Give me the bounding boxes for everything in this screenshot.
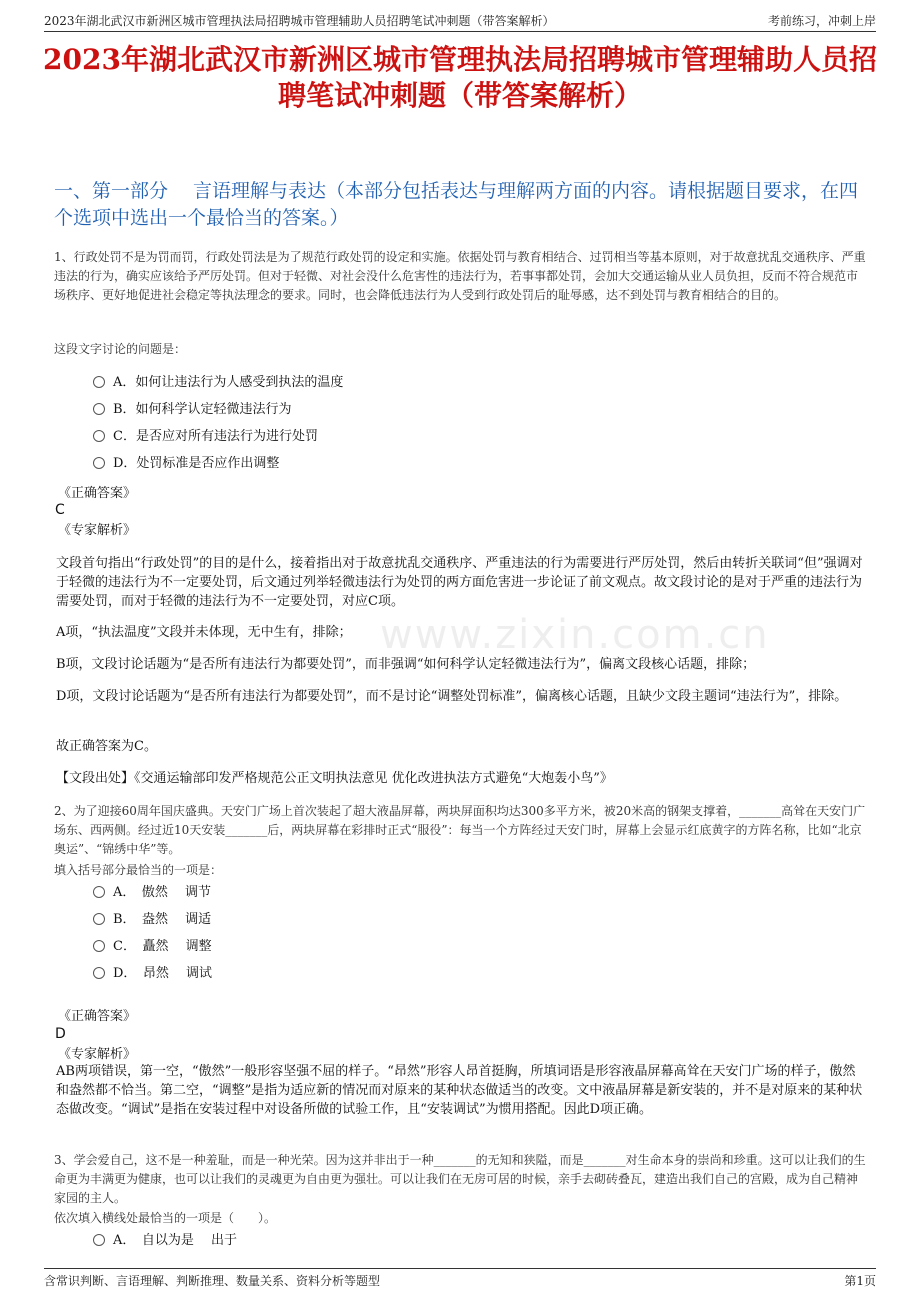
question-3-prompt: 依次填入横线处最恰当的一项是（ ）。	[54, 1211, 277, 1225]
section-heading: 一、第一部分 言语理解与表达（本部分包括表达与理解两方面的内容。请根据题目要求，在四个选项中选出一个最恰当的答案。）	[54, 180, 859, 229]
q2-analysis-paragraph: AB两项错误，第一空，“傲然”一般形容坚强不屈的样子。“昂然”形容人昂首挺胸，所填词语是形容液晶屏幕高耸在天安门广场的样子，傲然和盎然都不恰当。第二空，“调整”是指为适应新的情况而对原来的某种状态做适当的改变。文中液晶屏幕是新安装的，并不是对原来的某种状态做改变。“调试”是指在安装过程中对设备所做的试验工作，且“安装调试”为惯用搭配。因此D项正确。	[56, 1064, 863, 1117]
q3-option-a[interactable]: A． 自以为是 出于	[93, 1231, 237, 1251]
q1-answer-label: 《正确答案》	[58, 486, 137, 501]
q1-option-d[interactable]: D．处罚标准是否应作出调整	[93, 454, 279, 474]
radio-icon[interactable]	[93, 430, 105, 442]
q1-option-b[interactable]: B．如何科学认定轻微违法行为	[93, 400, 292, 420]
radio-icon[interactable]	[93, 457, 105, 469]
radio-icon[interactable]	[93, 967, 105, 979]
radio-icon[interactable]	[93, 913, 105, 925]
q2-option-c[interactable]: C． 矗然 调整	[93, 937, 212, 957]
radio-icon[interactable]	[93, 403, 105, 415]
question-1-stem: 1、行政处罚不是为罚而罚，行政处罚法是为了规范行政处罚的设定和实施。依据处罚与教育相结合、过罚相当等基本原则，对于故意扰乱交通秩序、严重违法的行为，确实应该给予严厉处罚。但对于轻微、对社会没什么危害性的违法行为，若事事都处罚，会加大交通运输从业人员负担，反而不符合规范市场秩序、更好地促进社会稳定等执法理念的要求。同时，也会降低违法行为人受到行政处罚后的耻辱感，达不到处罚与教育相结合的目的。	[54, 250, 866, 302]
q2-option-b[interactable]: B． 盎然 调适	[93, 910, 211, 930]
q1-analysis-paragraph: 故正确答案为C。	[56, 739, 157, 754]
header-slogan: 考前练习，冲刺上岸	[767, 14, 876, 28]
header-doc-title: 2023年湖北武汉市新洲区城市管理执法局招聘城市管理辅助人员招聘笔试冲刺题（带答案解析）	[44, 14, 555, 28]
q2-option-d[interactable]: D． 昂然 调试	[93, 964, 212, 984]
question-2-prompt: 填入括号部分最恰当的一项是：	[54, 863, 223, 877]
q1-option-c[interactable]: C．是否应对所有违法行为进行处罚	[93, 427, 318, 447]
radio-icon[interactable]	[93, 1234, 105, 1246]
q2-answer-label: 《正确答案》	[58, 1009, 137, 1024]
q2-option-a[interactable]: A． 傲然 调节	[93, 883, 211, 903]
q1-analysis-label: 《专家解析》	[58, 523, 137, 538]
question-1-prompt: 这段文字讨论的问题是：	[54, 342, 187, 356]
document-title: 2023年湖北武汉市新洲区城市管理执法局招聘城市管理辅助人员招聘笔试冲刺题（带答案解析）	[43, 43, 877, 112]
radio-icon[interactable]	[93, 886, 105, 898]
q2-answer: D	[55, 1026, 66, 1042]
page-number: 第1页	[844, 1274, 876, 1288]
q1-answer: C	[55, 502, 65, 518]
radio-icon[interactable]	[93, 940, 105, 952]
q1-analysis-paragraph: 文段首句指出“行政处罚”的目的是什么，接着指出对于故意扰乱交通秩序、严重违法的行为需要进行严厉处罚，然后由转折关联词“但”强调对于轻微的违法行为不一定要处罚，后文通过列举轻微违法行为处罚的两方面危害进一步论证了前文观点。故文段讨论的是对于严重的违法行为需要处罚，而对于轻微的违法行为不一定要处罚，对应C项。	[56, 556, 863, 609]
question-2-stem: 2、为了迎接60周年国庆盛典。天安门广场上首次装起了超大液晶屏幕，两块屏面积均达300多平方米，被20米高的钢架支撑着，_______高耸在天安门广场东、西两侧。经过近10天安装_______后，两块屏幕在彩排时正式“服役”：每当一个方阵经过天安门时，屏幕上会显示红底黄字的方阵名称，比如“北京奥运”、“锦绣中华”等。	[54, 804, 866, 856]
running-header	[44, 10, 876, 32]
q1-option-a[interactable]: A．如何让违法行为人感受到执法的温度	[93, 373, 343, 393]
watermark: www.zixin.com.cn	[380, 612, 770, 658]
question-3-stem: 3、学会爱自己，这不是一种羞耻，而是一种光荣。因为这并非出于一种_______的无知和狭隘，而是_______对生命本身的崇尚和珍重。这可以让我们的生命更为丰满更为健康，也可以让我们的灵魂更为自由更为强壮。可以让我们在无房可居的时候，亲手去砌砖叠瓦，建造出我们自己的宫殿，成为自己精神家园的主人。	[54, 1153, 866, 1205]
q1-analysis-paragraph: A项，“执法温度”文段并未体现，无中生有，排除；	[56, 625, 352, 640]
radio-icon[interactable]	[93, 376, 105, 388]
q1-analysis-paragraph: D项，文段讨论话题为“是否所有违法行为都要处罚”，而不是讨论“调整处罚标准”，偏离核心话题，且缺少文段主题词“违法行为”，排除。	[56, 689, 848, 704]
running-footer	[44, 1268, 876, 1290]
footer-note: 含常识判断、言语理解、判断推理、数量关系、资料分析等题型	[44, 1274, 381, 1288]
q2-analysis-label: 《专家解析》	[58, 1047, 137, 1062]
q1-source: 【文段出处】《交通运输部印发严格规范公正文明执法意见 优化改进执法方式避免“大炮轰小鸟”》	[56, 771, 613, 786]
q1-analysis-paragraph: B项，文段讨论话题为“是否所有违法行为都要处罚”，而非强调“如何科学认定轻微违法行为”，偏离文段核心话题，排除；	[56, 657, 756, 672]
